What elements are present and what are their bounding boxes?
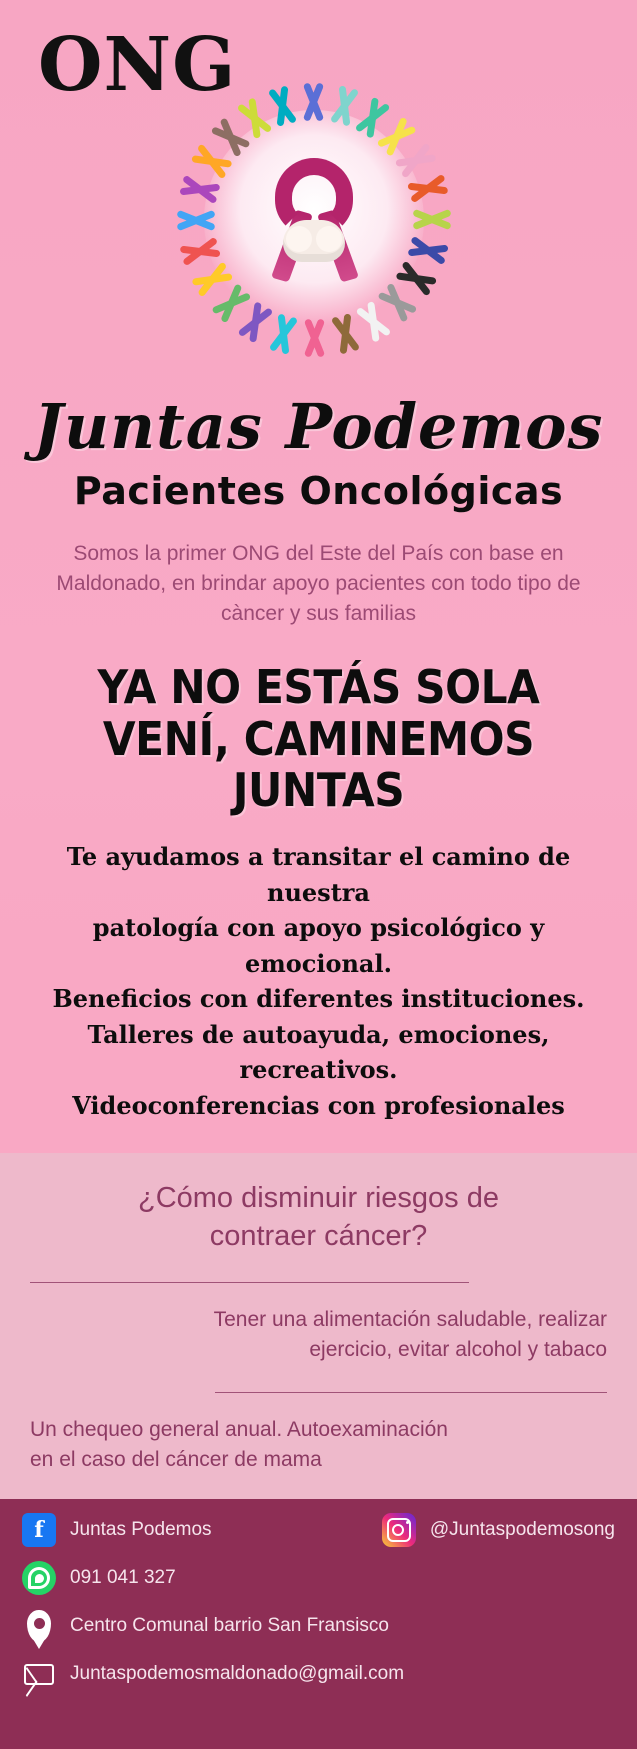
whatsapp-icon[interactable] — [22, 1561, 56, 1595]
pink-ribbon-icon — [259, 158, 369, 288]
ring-ribbon-icon — [173, 207, 219, 233]
facebook-handle[interactable]: Juntas Podemos — [70, 1519, 212, 1541]
brand-script-title: Juntas Podemos — [33, 390, 604, 463]
prevention-answer-2 — [30, 1415, 607, 1476]
divider-top — [30, 1282, 469, 1283]
facebook-icon[interactable] — [22, 1513, 56, 1547]
prevention-answer-2-line-1: Un chequeo general anual. Autoexaminación — [30, 1417, 448, 1441]
social-row — [22, 1513, 615, 1547]
whatsapp-glyph — [28, 1567, 50, 1589]
benefit-line-5: Videoconferencias con profesionales — [72, 1090, 565, 1120]
prevention-question — [30, 1179, 607, 1256]
page-title: ONG — [38, 22, 237, 108]
prevention-answer-2-line-2: en el caso del cáncer de mama — [30, 1447, 322, 1471]
benefits-block — [26, 839, 611, 1123]
ring-ribbon-icon — [301, 79, 327, 125]
divider-bottom — [215, 1392, 607, 1393]
instagram-icon[interactable] — [382, 1513, 416, 1547]
envelope-glyph — [24, 1664, 54, 1685]
address-text: Centro Comunal barrio San Fransisco — [70, 1615, 389, 1637]
email-row — [22, 1657, 615, 1691]
benefit-line-3: Beneficios con diferentes instituciones. — [52, 984, 585, 1014]
ring-ribbon-icon — [409, 207, 455, 233]
facebook-glyph: f — [34, 1517, 44, 1544]
whatsapp-number[interactable]: 091 041 327 — [70, 1567, 176, 1589]
email-text[interactable]: Juntaspodemosmaldonado@gmail.com — [70, 1663, 405, 1685]
envelope-icon — [22, 1657, 56, 1691]
brand-subtitle: Pacientes Oncológicas — [73, 469, 564, 513]
headline-line-2: VENÍ, CAMINEMOS JUNTAS — [102, 711, 535, 818]
benefit-line-4: Talleres de autoayuda, emociones, recreativos. — [87, 1019, 550, 1085]
headline-block — [25, 662, 611, 817]
headline-line-1: YA NO ESTÁS SOLA — [97, 660, 540, 715]
prevention-question-line-1: ¿Cómo disminuir riesgos de — [137, 1182, 499, 1215]
prevention-answer-1 — [30, 1305, 607, 1366]
address-row — [22, 1609, 615, 1643]
ring-ribbon-icon — [301, 315, 327, 361]
whatsapp-row — [22, 1561, 615, 1595]
prevention-answer-1-line-1: Tener una alimentación saludable, realizar — [213, 1307, 607, 1331]
intro-paragraph: Somos la primer ONG del Este del País con base en Maldonado, en brindar apoyo pacientes con todo tipo de càncer y sus familias — [56, 542, 581, 625]
contact-footer — [0, 1499, 637, 1749]
organization-logo — [174, 80, 454, 360]
instagram-glyph — [387, 1518, 411, 1542]
instagram-handle[interactable]: @Juntaspodemosong — [429, 1519, 615, 1541]
location-pin-glyph — [27, 1610, 51, 1642]
benefit-line-1: Te ayudamos a transitar el camino de nuestra — [66, 841, 571, 907]
benefit-line-2: patología con apoyo psicológico y emocional. — [92, 913, 545, 978]
prevention-answer-1-line-2: ejercicio, evitar alcohol y tabaco — [309, 1338, 607, 1362]
prevention-question-line-2: contraer cáncer? — [209, 1220, 428, 1253]
location-pin-icon — [22, 1609, 56, 1643]
header-zone — [0, 0, 637, 380]
prevention-panel — [0, 1153, 637, 1499]
hands-icon — [283, 220, 345, 262]
